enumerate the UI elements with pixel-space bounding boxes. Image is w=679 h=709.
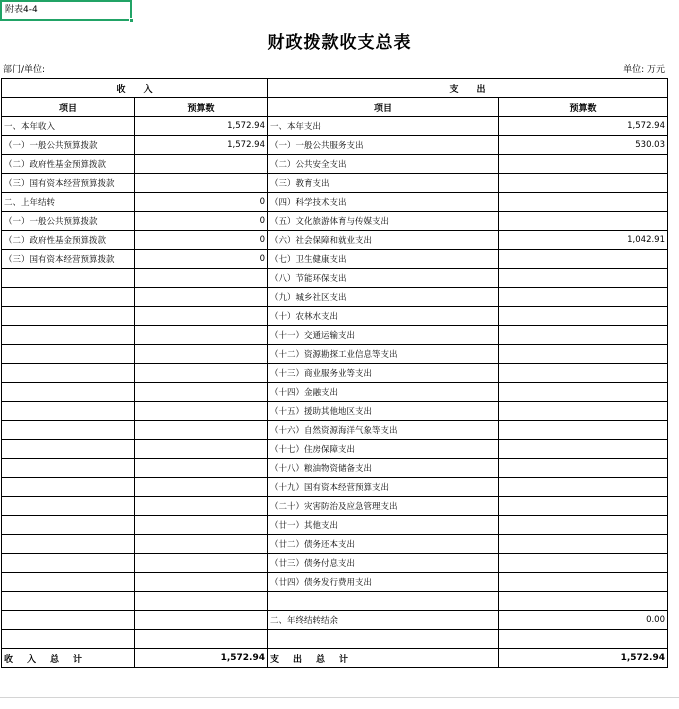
income-item-cell[interactable] (2, 383, 135, 402)
expense-item-cell[interactable]: （二十）灾害防治及应急管理支出 (268, 497, 499, 516)
table-row (2, 402, 668, 421)
income-value-cell[interactable]: 0 (135, 231, 268, 250)
expense-value-cell[interactable]: 1,572.94 (499, 117, 668, 136)
expense-value-cell[interactable] (499, 288, 668, 307)
expense-item-cell[interactable]: 二、年终结转结余 (268, 611, 499, 630)
income-item-cell[interactable] (2, 573, 135, 592)
income-total-value[interactable]: 1,572.94 (135, 649, 268, 668)
expense-header[interactable]: 支 出 (268, 79, 668, 98)
income-item-cell[interactable]: （二）政府性基金预算拨款 (2, 155, 135, 174)
expense-item-cell[interactable]: （十二）资源勘探工业信息等支出 (268, 345, 499, 364)
income-value-cell[interactable] (135, 592, 268, 611)
expense-item-cell[interactable]: （十六）自然资源海洋气象等支出 (268, 421, 499, 440)
income-value-cell[interactable] (135, 269, 268, 288)
expense-value-cell[interactable] (499, 440, 668, 459)
income-item-cell[interactable] (2, 478, 135, 497)
table-row (2, 345, 668, 364)
expense-item-cell[interactable]: 一、本年支出 (268, 117, 499, 136)
income-value-cell[interactable]: 1,572.94 (135, 117, 268, 136)
income-item-cell[interactable]: （二）政府性基金预算拨款 (2, 231, 135, 250)
table-row (2, 117, 668, 136)
expense-value-cell[interactable] (499, 497, 668, 516)
expense-item-cell[interactable]: （十五）援助其他地区支出 (268, 402, 499, 421)
expense-value-cell[interactable] (499, 630, 668, 649)
expense-value-cell[interactable] (499, 478, 668, 497)
budget-table (1, 78, 668, 668)
income-item-cell[interactable]: 二、上年结转 (2, 193, 135, 212)
expense-item-cell[interactable]: （廿一）其他支出 (268, 516, 499, 535)
expense-item-cell[interactable]: （四）科学技术支出 (268, 193, 499, 212)
table-row (2, 516, 668, 535)
table-row (2, 421, 668, 440)
income-value-cell[interactable] (135, 421, 268, 440)
unit-label: 单位: 万元 (623, 65, 665, 75)
expense-item-cell[interactable]: （十一）交通运输支出 (268, 326, 499, 345)
expense-item-cell[interactable]: （三）教育支出 (268, 174, 499, 193)
income-value-cell[interactable] (135, 573, 268, 592)
income-item-cell[interactable] (2, 630, 135, 649)
income-value-cell[interactable] (135, 326, 268, 345)
col-item-header[interactable]: 项目 (2, 98, 135, 117)
expense-total-label[interactable]: 支出总计 (268, 649, 499, 668)
income-value-cell[interactable] (135, 630, 268, 649)
income-value-cell[interactable] (135, 307, 268, 326)
income-item-cell[interactable] (2, 497, 135, 516)
table-row (2, 592, 668, 611)
expense-value-cell[interactable] (499, 269, 668, 288)
expense-value-cell[interactable] (499, 535, 668, 554)
table-row (2, 212, 668, 231)
income-value-cell[interactable]: 0 (135, 212, 268, 231)
income-value-cell[interactable]: 1,572.94 (135, 136, 268, 155)
income-value-cell[interactable]: 0 (135, 193, 268, 212)
income-item-cell[interactable]: （一）一般公共预算拨款 (2, 212, 135, 231)
income-value-cell[interactable] (135, 174, 268, 193)
expense-item-cell[interactable]: （七）卫生健康支出 (268, 250, 499, 269)
table-row (2, 573, 668, 592)
income-value-cell[interactable] (135, 478, 268, 497)
sheet-label: 附表4-4 (5, 5, 38, 15)
table-row (2, 459, 668, 478)
table-row (2, 535, 668, 554)
expense-value-cell[interactable] (499, 554, 668, 573)
income-header[interactable]: 收 入 (2, 79, 268, 98)
expense-item-cell[interactable]: （六）社会保障和就业支出 (268, 231, 499, 250)
expense-item-cell[interactable]: （十八）粮油物资储备支出 (268, 459, 499, 478)
expense-value-cell[interactable]: 530.03 (499, 136, 668, 155)
table-row (2, 231, 668, 250)
table-row (2, 174, 668, 193)
expense-item-cell[interactable]: （十三）商业服务业等支出 (268, 364, 499, 383)
col-item-header-2[interactable]: 项目 (268, 98, 499, 117)
income-item-cell[interactable] (2, 592, 135, 611)
expense-value-cell[interactable] (499, 193, 668, 212)
col-budget-header[interactable]: 预算数 (135, 98, 268, 117)
income-value-cell[interactable] (135, 554, 268, 573)
expense-item-cell[interactable]: （九）城乡社区支出 (268, 288, 499, 307)
expense-value-cell[interactable] (499, 307, 668, 326)
income-item-cell[interactable] (2, 554, 135, 573)
expense-value-cell[interactable] (499, 383, 668, 402)
income-item-cell[interactable] (2, 516, 135, 535)
expense-value-cell[interactable] (499, 516, 668, 535)
expense-value-cell[interactable] (499, 212, 668, 231)
income-item-cell[interactable] (2, 459, 135, 478)
income-item-cell[interactable] (2, 421, 135, 440)
table-row (2, 288, 668, 307)
dept-label: 部门/单位: (3, 65, 46, 75)
income-item-cell[interactable] (2, 402, 135, 421)
income-item-cell[interactable] (2, 364, 135, 383)
income-item-cell[interactable]: （三）国有资本经营预算拨款 (2, 174, 135, 193)
income-value-cell[interactable] (135, 402, 268, 421)
income-item-cell[interactable] (2, 288, 135, 307)
expense-value-cell[interactable]: 0.00 (499, 611, 668, 630)
expense-item-cell[interactable]: （十四）金融支出 (268, 383, 499, 402)
income-value-cell[interactable] (135, 535, 268, 554)
expense-item-cell[interactable]: （廿二）债务还本支出 (268, 535, 499, 554)
income-item-cell[interactable] (2, 326, 135, 345)
expense-total-value[interactable]: 1,572.94 (499, 649, 668, 668)
expense-item-cell[interactable]: （十）农林水支出 (268, 307, 499, 326)
expense-item-cell[interactable]: （五）文化旅游体育与传媒支出 (268, 212, 499, 231)
selected-cell[interactable] (0, 0, 132, 21)
expense-value-cell[interactable] (499, 421, 668, 440)
table-row (2, 307, 668, 326)
table-row (2, 478, 668, 497)
page-title: 财政拨款收支总表 (267, 33, 412, 53)
income-value-cell[interactable] (135, 516, 268, 535)
income-item-cell[interactable] (2, 535, 135, 554)
income-value-cell[interactable] (135, 288, 268, 307)
expense-value-cell[interactable] (499, 364, 668, 383)
income-item-cell[interactable] (2, 440, 135, 459)
income-item-cell[interactable] (2, 345, 135, 364)
fill-handle[interactable] (129, 18, 134, 23)
expense-item-cell[interactable] (268, 592, 499, 611)
expense-value-cell[interactable] (499, 592, 668, 611)
income-item-cell[interactable]: （三）国有资本经营预算拨款 (2, 250, 135, 269)
income-total-label[interactable]: 收入总计 (2, 649, 135, 668)
table-row (2, 630, 668, 649)
table-row (2, 326, 668, 345)
income-value-cell[interactable]: 0 (135, 250, 268, 269)
table-row (2, 269, 668, 288)
header-row-1 (2, 79, 668, 98)
header-row-2 (2, 98, 668, 117)
income-item-cell[interactable] (2, 307, 135, 326)
table-row (2, 250, 668, 269)
total-row (2, 649, 668, 668)
expense-value-cell[interactable] (499, 174, 668, 193)
col-budget-header-2[interactable]: 预算数 (499, 98, 668, 117)
expense-value-cell[interactable] (499, 250, 668, 269)
income-value-cell[interactable] (135, 459, 268, 478)
expense-item-cell[interactable]: （十九）国有资本经营预算支出 (268, 478, 499, 497)
expense-item-cell[interactable]: （廿四）债务发行费用支出 (268, 573, 499, 592)
expense-value-cell[interactable] (499, 155, 668, 174)
expense-value-cell[interactable]: 1,042.91 (499, 231, 668, 250)
expense-value-cell[interactable] (499, 459, 668, 478)
income-value-cell[interactable] (135, 155, 268, 174)
expense-value-cell[interactable] (499, 326, 668, 345)
income-value-cell[interactable] (135, 611, 268, 630)
income-value-cell[interactable] (135, 345, 268, 364)
table-row (2, 440, 668, 459)
income-value-cell[interactable] (135, 440, 268, 459)
table-row (2, 611, 668, 630)
table-row (2, 136, 668, 155)
income-item-cell[interactable]: 一、本年收入 (2, 117, 135, 136)
expense-item-cell[interactable]: （一）一般公共服务支出 (268, 136, 499, 155)
expense-item-cell[interactable]: （十七）住房保障支出 (268, 440, 499, 459)
expense-item-cell[interactable]: （二）公共安全支出 (268, 155, 499, 174)
table-row (2, 554, 668, 573)
income-value-cell[interactable] (135, 364, 268, 383)
expense-item-cell[interactable] (268, 630, 499, 649)
income-item-cell[interactable] (2, 611, 135, 630)
table-row (2, 497, 668, 516)
sheet-gridline (0, 697, 679, 709)
table-row (2, 364, 668, 383)
income-item-cell[interactable]: （一）一般公共预算拨款 (2, 136, 135, 155)
table-row (2, 383, 668, 402)
expense-value-cell[interactable] (499, 345, 668, 364)
income-value-cell[interactable] (135, 497, 268, 516)
expense-item-cell[interactable]: （八）节能环保支出 (268, 269, 499, 288)
expense-value-cell[interactable] (499, 402, 668, 421)
table-row (2, 155, 668, 174)
expense-item-cell[interactable]: （廿三）债务付息支出 (268, 554, 499, 573)
income-value-cell[interactable] (135, 383, 268, 402)
expense-value-cell[interactable] (499, 573, 668, 592)
income-item-cell[interactable] (2, 269, 135, 288)
table-row (2, 193, 668, 212)
